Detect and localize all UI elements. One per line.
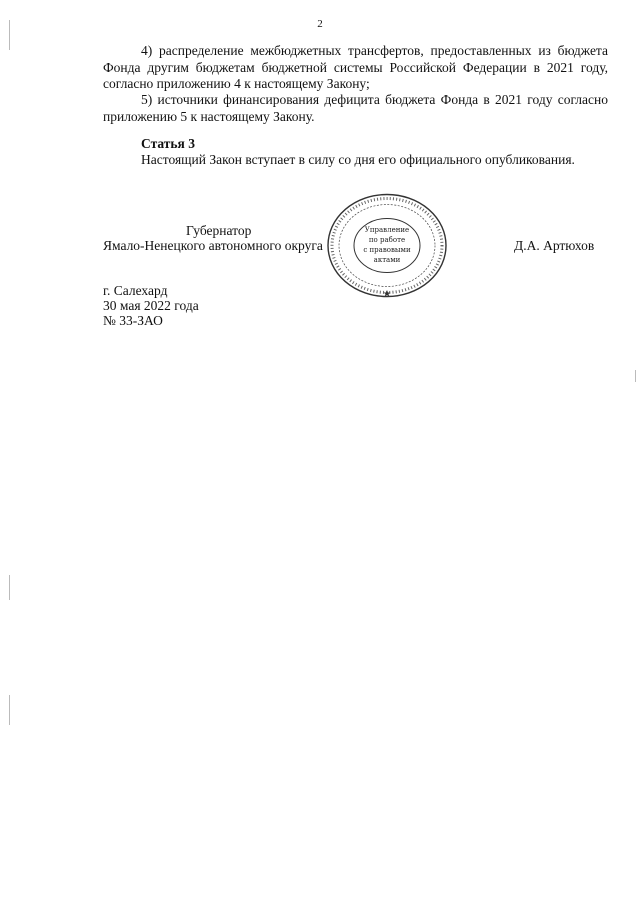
article-text: Настоящий Закон вступает в силу со дня его официального опубликования. <box>141 152 575 167</box>
signature-title: Губернатор <box>186 223 252 238</box>
scan-margin-mark <box>9 695 10 725</box>
official-seal-stamp <box>325 192 449 299</box>
scan-margin-mark <box>9 575 10 600</box>
paragraph-item-4: 4) распределение межбюджетных трансфертов, предоставленных из бюджета Фонда другим бюджетам бюджетной системы Российской Федерации в 2021 году, согласно приложению 4 к настоящему Закону; <box>103 43 608 91</box>
article-heading: Статья 3 <box>141 136 195 151</box>
page-number: 2 <box>317 18 323 30</box>
scan-margin-mark <box>9 20 10 50</box>
svg-text:по работе: по работе <box>368 236 406 244</box>
signature-region: Ямало-Ненецкого автономного округа <box>103 238 323 253</box>
scan-margin-mark <box>635 370 636 382</box>
footer-law-number: № 33-ЗАО <box>103 313 163 328</box>
svg-text:Управление: Управление <box>364 226 410 234</box>
footer-date: 30 мая 2022 года <box>103 298 199 313</box>
svg-text:с правовыми: с правовыми <box>363 246 411 254</box>
footer-place: г. Салехард <box>103 283 168 298</box>
paragraph-item-5: 5) источники финансирования дефицита бюджета Фонда в 2021 году согласно приложению 5 к настоящему Закону. <box>103 92 608 124</box>
svg-text:актами: актами <box>373 256 401 264</box>
signature-name: Д.А. Артюхов <box>514 238 595 253</box>
